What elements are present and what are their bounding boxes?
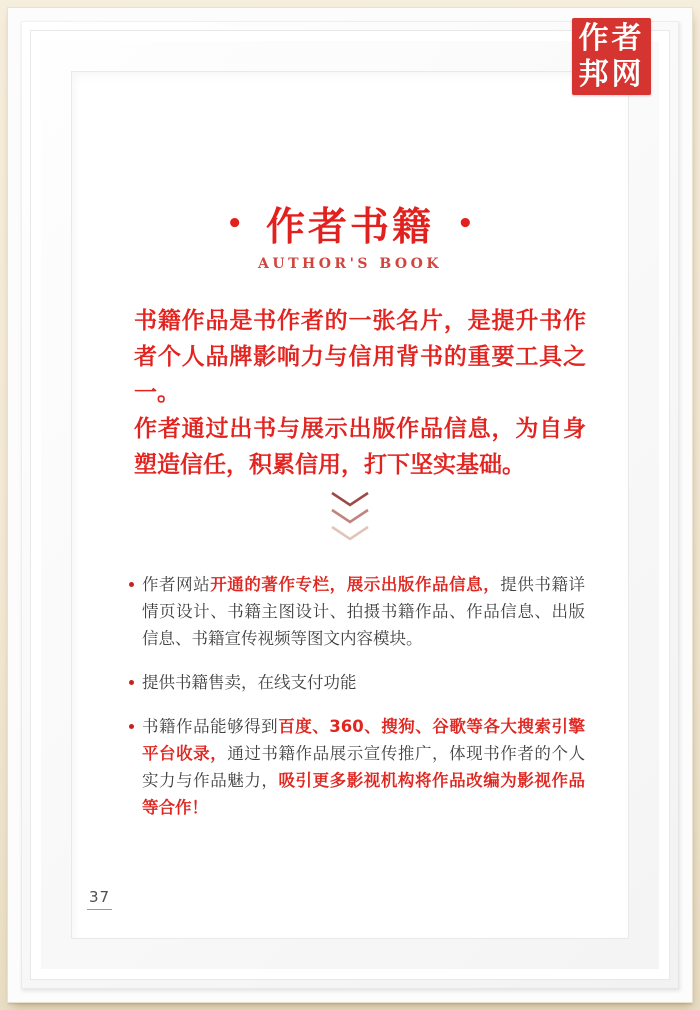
title-text: 作者书籍	[265, 205, 434, 250]
page-number: 37	[87, 888, 112, 910]
bullet-item	[129, 713, 585, 821]
title-dot-right: •	[457, 209, 474, 239]
bullet-dot-icon	[129, 724, 134, 729]
bullet-text: 通过书籍作品展示宣传推广，体现书作者的个人实力与作品魅力，	[142, 744, 586, 790]
chevron-down-divider-icon	[72, 490, 628, 546]
title-dot-left: •	[226, 209, 243, 239]
intro-paragraph-2: 作者通过出书与展示出版作品信息，为自身塑造信任，积累信用，打下坚实基础。	[134, 416, 586, 478]
bullet-dot-icon	[129, 680, 134, 685]
bullet-list	[129, 571, 585, 838]
intro-paragraph-1: 书籍作品是书作者的一张名片，是提升书作者个人品牌影响力与信用背书的重要工具之一。	[134, 308, 586, 406]
bullet-text-highlight: 百度、360、搜狗、谷歌等各大搜索引擎平台收录，	[142, 717, 585, 763]
page-title	[72, 196, 628, 252]
bullet-text: 提供书籍详情页设计、书籍主图设计、拍摄书籍作品、作品信息、出版信息、书籍宣传视频等图文内容模块。	[142, 575, 586, 648]
logo-line-2: 邦网	[578, 56, 645, 92]
document-page	[72, 72, 628, 938]
title-subtitle: AUTHOR'S BOOK	[258, 256, 442, 272]
picture-frame	[8, 8, 692, 1002]
bullet-item	[129, 669, 585, 696]
bullet-text-highlight: 吸引更多影视机构将作品改编为影视作品等合作！	[142, 771, 586, 817]
logo-line-1: 作者	[578, 20, 645, 56]
intro-paragraphs	[134, 303, 586, 483]
bullet-text: 提供书籍售卖，在线支付功能	[142, 673, 357, 692]
bullet-dot-icon	[129, 582, 134, 587]
bullet-item	[129, 571, 585, 652]
bullet-text-highlight: 开通的著作专栏，展示出版作品信息，	[210, 575, 501, 594]
bullet-text: 作者网站	[142, 575, 211, 594]
author-bang-wang-logo	[572, 18, 651, 95]
bullet-text: 书籍作品能够得到	[142, 717, 279, 736]
